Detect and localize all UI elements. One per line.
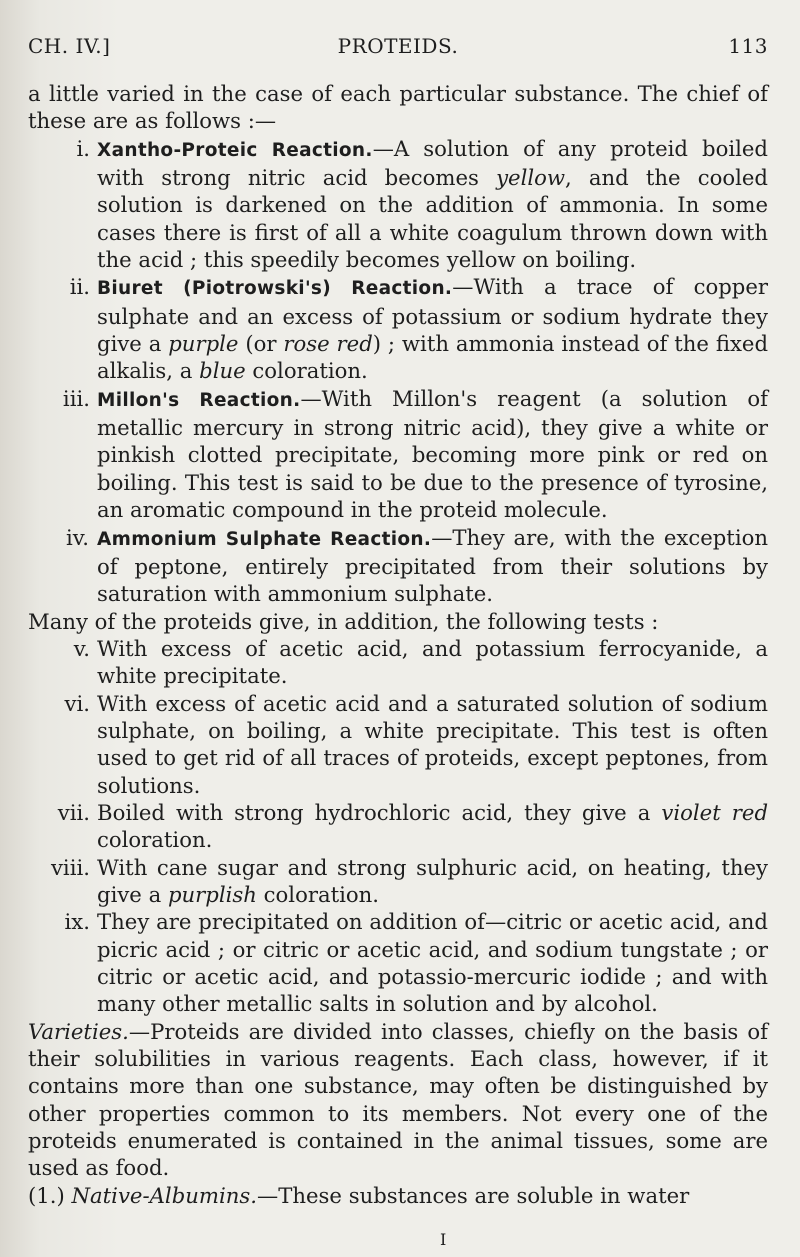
- item-number: iv.: [66, 524, 89, 550]
- item-number: vii.: [57, 799, 90, 825]
- native-albumins-paragraph: (1.) Native-Albumins.—These substances are soluble in water: [28, 1182, 690, 1208]
- item-number: i.: [76, 135, 90, 161]
- test-item: viii. With cane sugar and strong sulphuric acid, on heating, they give a purplish coloration.: [28, 854, 768, 909]
- running-header: [28, 34, 768, 64]
- chapter-label: CH. IV.]: [28, 34, 111, 58]
- reaction-title: Xantho-Proteic Reaction.: [97, 139, 373, 161]
- item-number: ii.: [69, 274, 90, 300]
- varieties-label: Varieties.: [28, 1018, 129, 1044]
- item-number: viii.: [50, 854, 90, 880]
- page-number: 113: [728, 34, 768, 58]
- reaction-item: i. Xantho-Proteic Reaction.—A solution of any proteid boiled with strong nitric acid becomes yellow, and the cooled solution is darkened on the addition of ammonia. In some cases there is first of all a white coagulum thrown down with the acid ; this speedily becomes yellow on boiling.: [28, 135, 768, 274]
- signature-mark: I: [440, 1230, 447, 1249]
- reaction-title: Millon's Reaction.: [97, 389, 301, 411]
- intro-paragraph: a little varied in the case of each particular substance. The chief of these are as follows :—: [28, 81, 768, 134]
- test-item: vi. With excess of acetic acid and a saturated solution of sodium sulphate, on boiling, a white precipitate. This test is often used to get rid of all traces of proteids, except peptones, from solutions.: [28, 690, 768, 799]
- page-body: [28, 80, 768, 1209]
- reaction-item: ii. Biuret (Piotrowski's) Reaction.—With a trace of copper sulphate and an excess of potassium or sodium hydrate they give a purple (or rose red) ; with ammonia instead of the fixed alkalis, a blue coloration.: [28, 273, 768, 384]
- reaction-item: iv. Ammonium Sulphate Reaction.—They are, with the exception of peptone, entirely precipitated from their solutions by saturation with ammonium sulphate.: [28, 524, 768, 608]
- item-number: ix.: [64, 909, 90, 935]
- tests-intro: Many of the proteids give, in addition, the following tests :: [28, 608, 659, 634]
- test-item: v. With excess of acetic acid, and potassium ferrocyanide, a white precipitate.: [28, 635, 768, 690]
- item-number: vi.: [64, 690, 90, 716]
- item-number: iii.: [62, 385, 90, 411]
- reaction-title: Ammonium Sulphate Reaction.: [97, 528, 432, 550]
- section-title: PROTEIDS.: [337, 34, 459, 58]
- reaction-title: Biuret (Piotrowski's) Reaction.: [97, 278, 453, 300]
- varieties-paragraph: Varieties.—Proteids are divided into classes, chiefly on the basis of their solubilities in various reagents. Each class, however, if it contains more than one substance, may often be distinguished by other properties common to its members. Not every one of the proteids enumerated is contained in the animal tissues, some are used as food.: [28, 1018, 768, 1181]
- test-item: vii. Boiled with strong hydrochloric acid, they give a violet red coloration.: [28, 799, 768, 854]
- native-number: (1.): [28, 1182, 65, 1208]
- reaction-item: iii. Millon's Reaction.—With Millon's reagent (a solution of metallic mercury in strong nitric acid), they give a white or pinkish clotted precipitate, becoming more pink or red on boiling. This test is said to be due to the presence of tyrosine, an aromatic compound in the proteid molecule.: [28, 385, 768, 524]
- test-item: ix. They are precipitated on addition of—citric or acetic acid, and picric acid ; or citric or acetic acid, and sodium tungstate ; or citric or acetic acid, and potassio-mercuric iodide ; and with many other metallic salts in solution and by alcohol.: [28, 908, 768, 1017]
- native-label: Native-Albumins.: [71, 1182, 258, 1208]
- item-number: v.: [73, 635, 90, 661]
